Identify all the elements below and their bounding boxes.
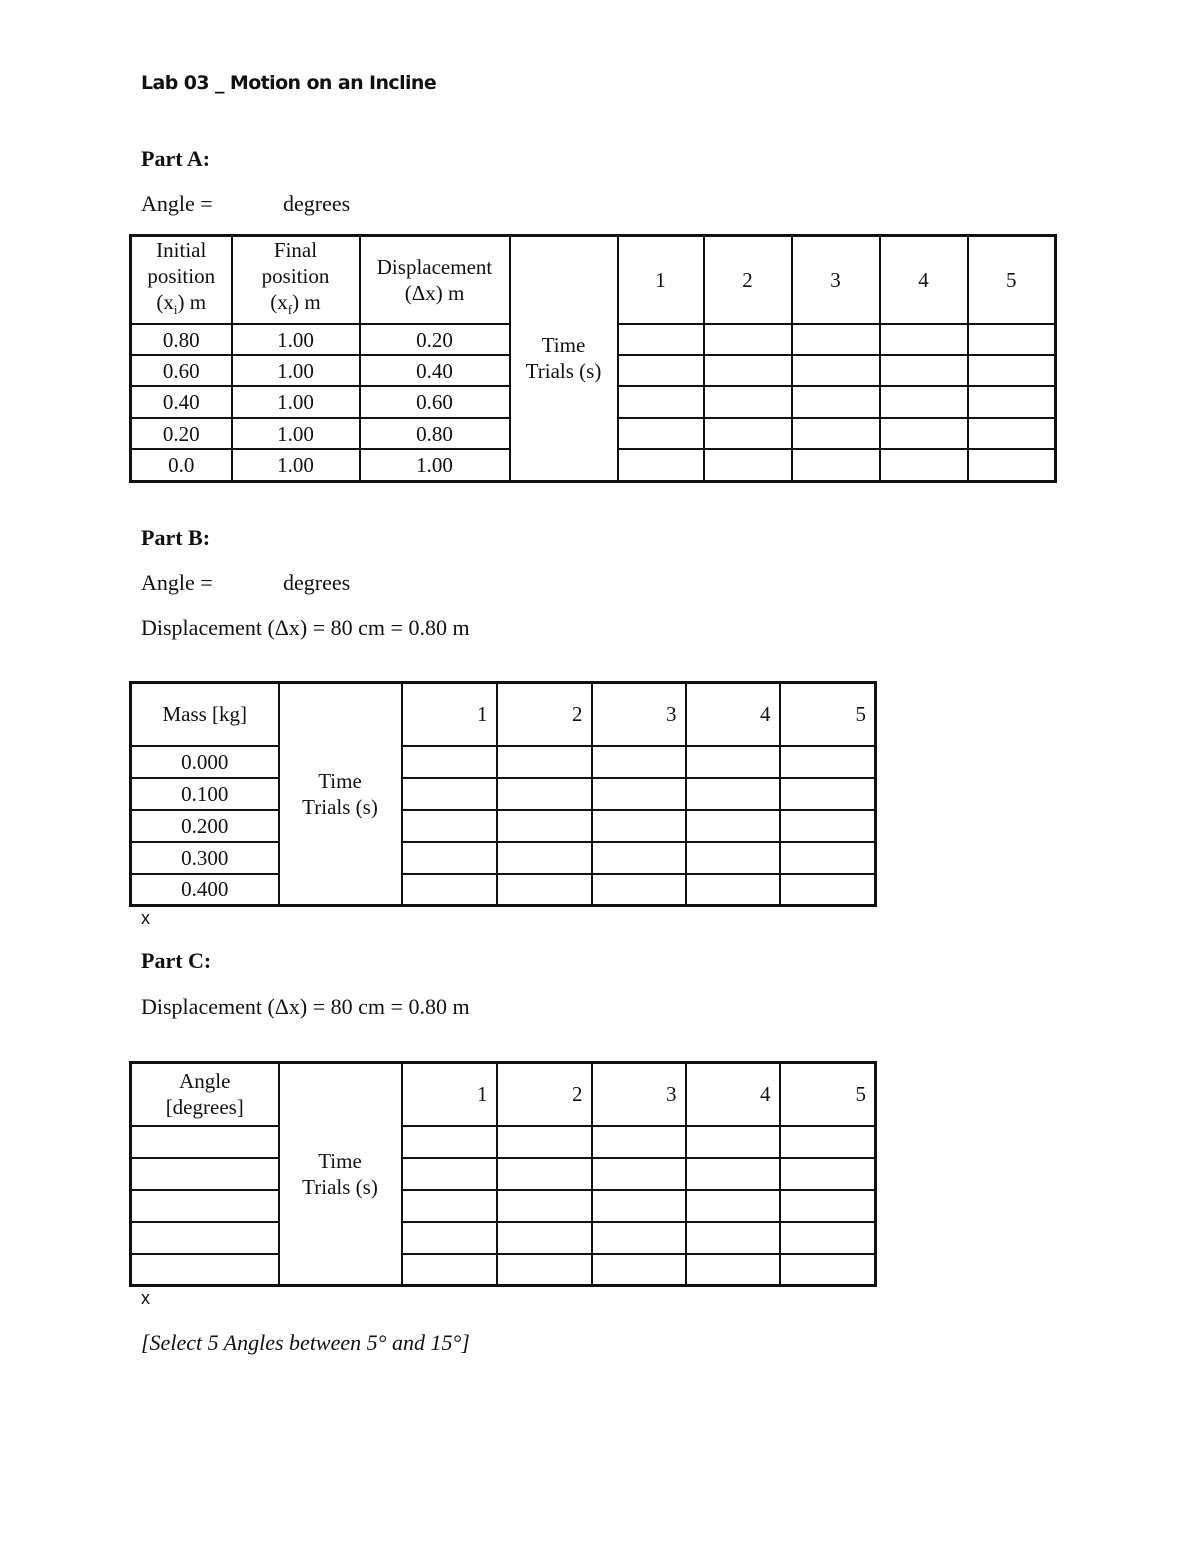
time-entry-cell[interactable] <box>592 1190 686 1222</box>
trial-header: 5 <box>780 683 876 746</box>
time-entry-cell[interactable] <box>704 355 792 386</box>
time-entry-cell[interactable] <box>780 1222 876 1254</box>
part-b-angle-label: Angle = <box>141 570 213 595</box>
mass-cell: 0.200 <box>131 810 279 842</box>
time-entry-cell[interactable] <box>880 355 968 386</box>
angle-entry-cell[interactable] <box>131 1158 279 1190</box>
table-row <box>131 746 876 778</box>
initial-position-cell: 0.20 <box>131 418 232 449</box>
time-entry-cell[interactable] <box>686 1190 780 1222</box>
part-c-heading: Part C: <box>141 948 212 973</box>
trial-header: 3 <box>792 236 880 325</box>
time-entry-cell[interactable] <box>592 1126 686 1158</box>
mass-cell: 0.000 <box>131 746 279 778</box>
time-entry-cell[interactable] <box>686 1222 780 1254</box>
mass-cell: 0.400 <box>131 874 279 906</box>
angle-entry-cell[interactable] <box>131 1254 279 1286</box>
angle-entry-cell[interactable] <box>131 1222 279 1254</box>
part-b-table <box>129 681 877 907</box>
table-row <box>131 1126 876 1158</box>
trial-header: 5 <box>780 1063 876 1126</box>
trial-header: 2 <box>497 1063 592 1126</box>
time-entry-cell[interactable] <box>968 324 1056 355</box>
table-row <box>131 1158 876 1190</box>
initial-position-cell: 0.80 <box>131 324 232 355</box>
time-entry-cell[interactable] <box>497 1158 592 1190</box>
time-entry-cell[interactable] <box>780 1254 876 1286</box>
time-entry-cell[interactable] <box>402 1222 497 1254</box>
time-entry-cell[interactable] <box>618 418 704 449</box>
trial-header: 1 <box>402 1063 497 1126</box>
final-position-cell: 1.00 <box>232 355 360 386</box>
time-entry-cell[interactable] <box>880 324 968 355</box>
time-entry-cell[interactable] <box>402 746 497 778</box>
time-entry-cell[interactable] <box>402 1190 497 1222</box>
trial-header: 5 <box>968 236 1056 325</box>
time-entry-cell[interactable] <box>618 449 704 481</box>
time-trials-label: Time Trials (s) <box>279 683 402 906</box>
time-entry-cell[interactable] <box>592 778 686 810</box>
time-entry-cell[interactable] <box>880 386 968 418</box>
time-entry-cell[interactable] <box>780 1126 876 1158</box>
part-a-angle-unit: degrees <box>283 191 351 216</box>
trial-header: 3 <box>592 683 686 746</box>
part-b-angle-unit: degrees <box>283 570 351 595</box>
time-entry-cell[interactable] <box>592 1158 686 1190</box>
time-entry-cell[interactable] <box>704 324 792 355</box>
time-entry-cell[interactable] <box>792 324 880 355</box>
initial-position-cell: 0.60 <box>131 355 232 386</box>
angle-entry-cell[interactable] <box>131 1126 279 1158</box>
time-entry-cell[interactable] <box>880 449 968 481</box>
time-entry-cell[interactable] <box>968 449 1056 481</box>
part-a-table <box>129 234 1057 483</box>
time-entry-cell[interactable] <box>497 1254 592 1286</box>
time-entry-cell[interactable] <box>497 746 592 778</box>
trial-header: 4 <box>686 683 780 746</box>
time-entry-cell[interactable] <box>402 1254 497 1286</box>
time-entry-cell[interactable] <box>618 355 704 386</box>
time-entry-cell[interactable] <box>592 1254 686 1286</box>
time-entry-cell[interactable] <box>497 1190 592 1222</box>
part-c-x-mark: x <box>141 1288 150 1308</box>
final-position-cell: 1.00 <box>232 449 360 481</box>
time-entry-cell[interactable] <box>497 1222 592 1254</box>
part-c-displacement: Displacement (Δx) = 80 cm = 0.80 m <box>141 994 470 1019</box>
time-entry-cell[interactable] <box>592 842 686 874</box>
time-entry-cell[interactable] <box>402 778 497 810</box>
time-trials-label: Time Trials (s) <box>279 1063 402 1286</box>
angle-header: Angle [degrees] <box>131 1063 279 1126</box>
time-entry-cell[interactable] <box>686 810 780 842</box>
header-initial-position: Initial position $(x_i)$ m <box>131 236 232 325</box>
time-entry-cell[interactable] <box>402 1158 497 1190</box>
trial-header: 1 <box>402 683 497 746</box>
time-entry-cell[interactable] <box>780 810 876 842</box>
part-a-angle-label: Angle = <box>141 191 213 216</box>
mass-cell: 0.300 <box>131 842 279 874</box>
time-entry-cell[interactable] <box>592 1222 686 1254</box>
time-entry-cell[interactable] <box>497 874 592 906</box>
time-entry-cell[interactable] <box>592 874 686 906</box>
page-title: Lab 03 _ Motion on an Incline <box>141 72 437 94</box>
time-entry-cell[interactable] <box>497 842 592 874</box>
time-entry-cell[interactable] <box>780 746 876 778</box>
trial-header: 4 <box>686 1063 780 1126</box>
trial-header: 1 <box>618 236 704 325</box>
time-entry-cell[interactable] <box>704 449 792 481</box>
part-b-displacement: Displacement (Δx) = 80 cm = 0.80 m <box>141 615 470 640</box>
time-entry-cell[interactable] <box>686 874 780 906</box>
table-row <box>131 778 876 810</box>
part-a-heading: Part A: <box>141 146 211 171</box>
time-entry-cell[interactable] <box>686 1254 780 1286</box>
displacement-cell: 0.20 <box>360 324 510 355</box>
time-entry-cell[interactable] <box>968 386 1056 418</box>
mass-header: Mass [kg] <box>131 683 279 746</box>
header-final-position: Final position $(x_f)$ m <box>232 236 360 325</box>
time-entry-cell[interactable] <box>792 355 880 386</box>
time-entry-cell[interactable] <box>618 386 704 418</box>
time-entry-cell[interactable] <box>780 1190 876 1222</box>
table-row <box>131 1190 876 1222</box>
trial-header: 4 <box>880 236 968 325</box>
time-entry-cell[interactable] <box>704 418 792 449</box>
time-entry-cell[interactable] <box>968 418 1056 449</box>
part-b-heading: Part B: <box>141 525 211 550</box>
displacement-cell: 0.40 <box>360 355 510 386</box>
time-entry-cell[interactable] <box>686 1126 780 1158</box>
table-row <box>131 810 876 842</box>
time-entry-cell[interactable] <box>686 778 780 810</box>
mass-cell: 0.100 <box>131 778 279 810</box>
trial-header: 3 <box>592 1063 686 1126</box>
time-entry-cell[interactable] <box>704 386 792 418</box>
final-position-cell: 1.00 <box>232 324 360 355</box>
trial-header: 2 <box>497 683 592 746</box>
time-trials-label: Time Trials (s) <box>510 236 618 482</box>
angle-entry-cell[interactable] <box>131 1190 279 1222</box>
time-entry-cell[interactable] <box>497 1126 592 1158</box>
time-entry-cell[interactable] <box>792 449 880 481</box>
time-entry-cell[interactable] <box>780 874 876 906</box>
displacement-cell: 0.80 <box>360 418 510 449</box>
table-row <box>131 874 876 906</box>
part-b-x-mark: x <box>141 908 150 928</box>
time-entry-cell[interactable] <box>402 810 497 842</box>
time-entry-cell[interactable] <box>880 418 968 449</box>
time-entry-cell[interactable] <box>780 1158 876 1190</box>
time-entry-cell[interactable] <box>686 842 780 874</box>
time-entry-cell[interactable] <box>402 842 497 874</box>
time-entry-cell[interactable] <box>402 1126 497 1158</box>
displacement-cell: 0.60 <box>360 386 510 418</box>
time-entry-cell[interactable] <box>497 810 592 842</box>
final-position-cell: 1.00 <box>232 418 360 449</box>
initial-position-cell: 0.40 <box>131 386 232 418</box>
part-c-table <box>129 1061 877 1287</box>
time-entry-cell[interactable] <box>592 746 686 778</box>
time-entry-cell[interactable] <box>618 324 704 355</box>
table-row <box>131 842 876 874</box>
time-entry-cell[interactable] <box>780 778 876 810</box>
header-displacement: Displacement (Δx) m <box>360 236 510 325</box>
table-row <box>131 1254 876 1286</box>
table-row <box>131 1222 876 1254</box>
displacement-cell: 1.00 <box>360 449 510 481</box>
time-entry-cell[interactable] <box>780 842 876 874</box>
time-entry-cell[interactable] <box>686 1158 780 1190</box>
initial-position-cell: 0.0 <box>131 449 232 481</box>
time-entry-cell[interactable] <box>402 874 497 906</box>
time-entry-cell[interactable] <box>686 746 780 778</box>
time-entry-cell[interactable] <box>792 418 880 449</box>
time-entry-cell[interactable] <box>792 386 880 418</box>
time-entry-cell[interactable] <box>497 778 592 810</box>
time-entry-cell[interactable] <box>968 355 1056 386</box>
final-position-cell: 1.00 <box>232 386 360 418</box>
part-c-note: [Select 5 Angles between 5° and 15°] <box>141 1330 470 1355</box>
time-entry-cell[interactable] <box>592 810 686 842</box>
trial-header: 2 <box>704 236 792 325</box>
